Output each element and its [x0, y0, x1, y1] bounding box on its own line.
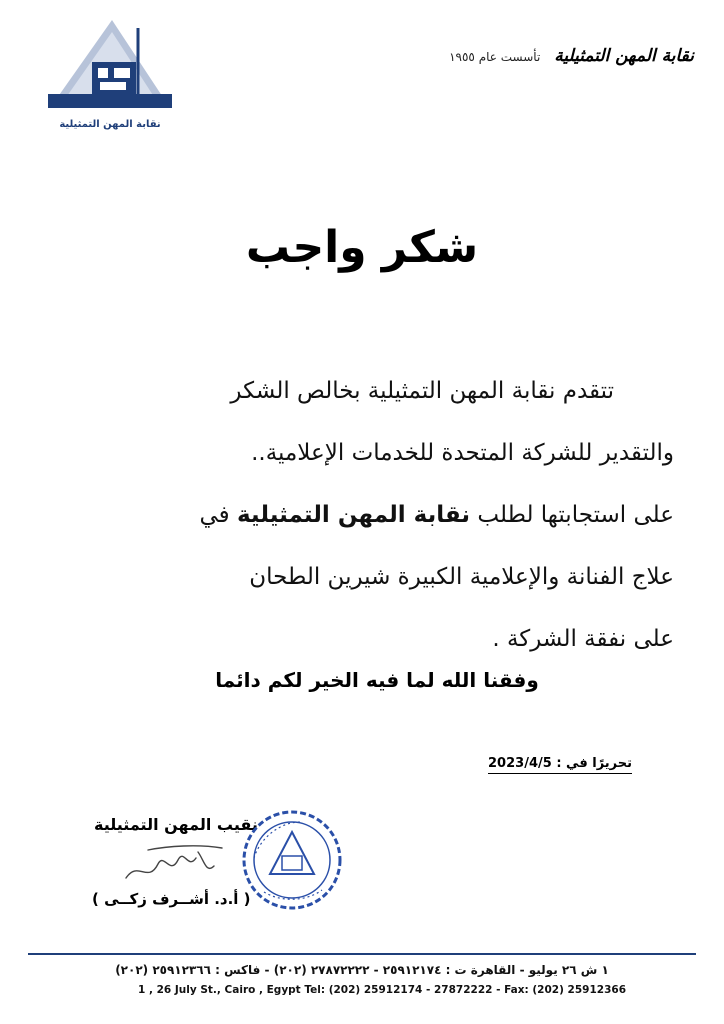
body-line-3-start: على استجابتها لطلب: [470, 502, 674, 528]
letter-title: شكر واجب: [245, 222, 479, 273]
letter-body: [44, 360, 674, 670]
logo-emblem-icon: [42, 18, 178, 118]
body-line-2: والتقدير للشركة المتحدة للخدمات الإعلامية..: [251, 440, 674, 466]
body-line-3: [44, 484, 674, 546]
signatory-title: نقيب المهن التمثيلية: [94, 815, 258, 834]
official-stamp-icon: [240, 808, 344, 912]
letterhead: [449, 46, 694, 74]
established-year: تأسست عام ١٩٥٥: [449, 50, 541, 64]
signatory-name: ( أ.د. أشــرف زكــى ): [92, 890, 251, 908]
body-line-1: تتقدم نقابة المهن التمثيلية بخالص الشكر: [230, 378, 614, 404]
body-line-3-bold: نقابة المهن التمثيلية: [236, 502, 471, 528]
footer-address-arabic: ١ ش ٢٦ يوليو - القاهرة ت : ٢٥٩١٢١٧٤ - ٢٧٨٧٢٢٢٢ (٢٠٢) - فاكس : ٢٥٩١٢٣٦٦ (٢٠٢): [115, 963, 609, 977]
union-logo: [42, 18, 178, 130]
body-line-5: على نفقة الشركة .: [492, 626, 674, 652]
footer-divider: [28, 953, 696, 955]
organization-name: نقابة المهن التمثيلية: [554, 46, 694, 66]
handwritten-signature-icon: [118, 840, 228, 890]
body-line-4: علاج الفنانة والإعلامية الكبيرة شيرين الطحان: [249, 564, 674, 590]
date-line: تحريرًا في : 2023/4/5: [488, 756, 632, 774]
footer-address-english: 1 , 26 July St., Cairo , Egypt Tel: (202) 25912174 - 27872222 - Fax: (202) 25912366: [137, 984, 626, 996]
logo-caption: نقابة المهن التمثيلية: [59, 119, 161, 130]
body-line-3-end: في: [199, 502, 237, 528]
closing-line: وفقنا الله لما فيه الخير لكم دائما: [215, 668, 539, 692]
